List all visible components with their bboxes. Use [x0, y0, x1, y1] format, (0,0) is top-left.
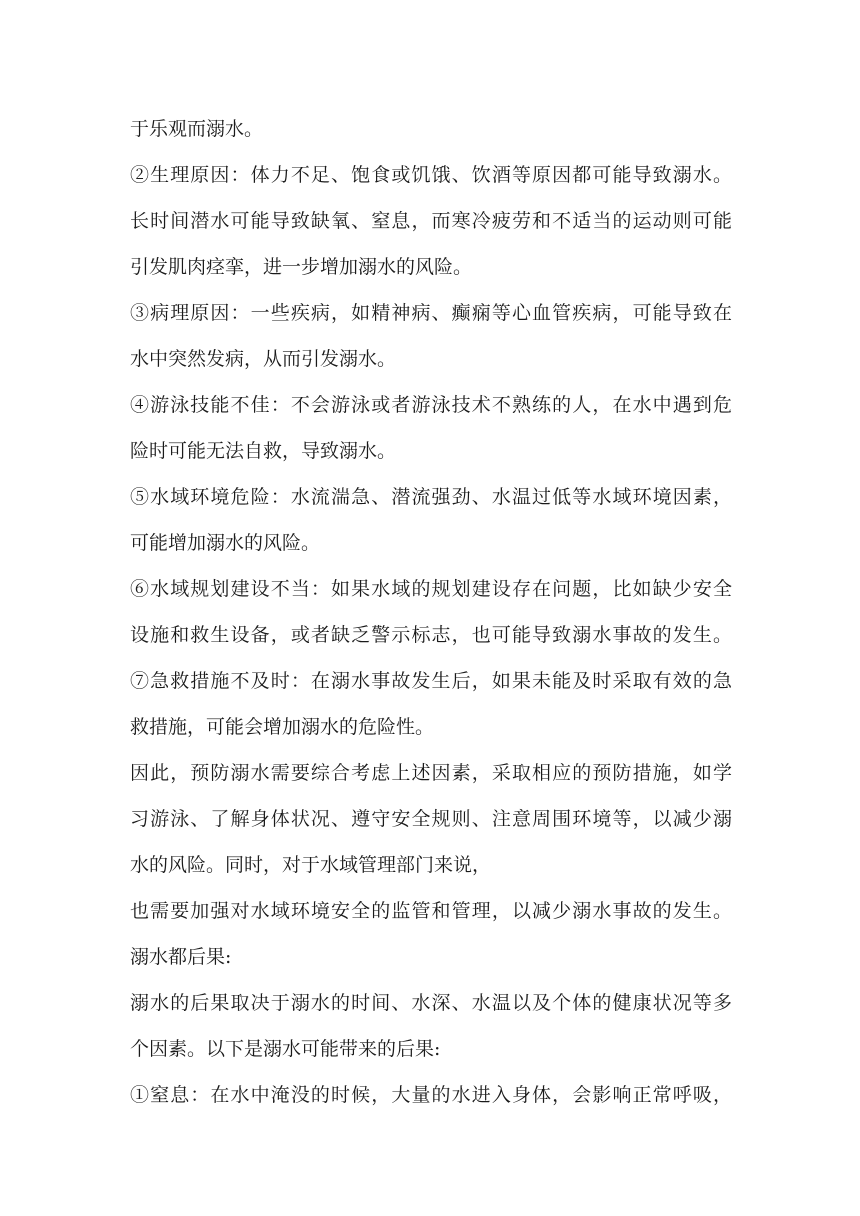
text-line: 长时间潜水可能导致缺氧、窒息，而寒冷疲劳和不适当的运动则可能 — [130, 210, 732, 232]
text-line: ⑤水域环境危险：水流湍急、潜流强劲、水温过低等水域环境因素， — [130, 486, 732, 508]
text-line: ④游泳技能不佳：不会游泳或者游泳技术不熟练的人，在水中遇到危 — [130, 394, 732, 416]
text-line: 引发肌肉痉挛，进一步增加溺水的风险。 — [130, 256, 473, 278]
text-line: ②生理原因：体力不足、饱食或饥饿、饮酒等原因都可能导致溺水。 — [130, 164, 732, 186]
text-line: 水中突然发病，从而引发溺水。 — [130, 348, 397, 370]
text-line: ⑦急救措施不及时：在溺水事故发生后，如果未能及时采取有效的急 — [130, 670, 732, 692]
text-line: ③病理原因：一些疾病，如精神病、癫痫等心血管疾病，可能导致在 — [130, 302, 732, 324]
text-line: 个因素。以下是溺水可能带来的后果: — [130, 1038, 441, 1060]
text-line: 溺水的后果取决于溺水的时间、水深、水温以及个体的健康状况等多 — [130, 992, 732, 1014]
text-line: ⑥水域规划建设不当：如果水域的规划建设存在问题，比如缺少安全 — [130, 578, 732, 600]
text-line: 溺水都后果: — [130, 946, 232, 968]
text-line: 可能增加溺水的风险。 — [130, 532, 321, 554]
text-line: 救措施，可能会增加溺水的危险性。 — [130, 716, 435, 738]
text-line: 于乐观而溺水。 — [130, 118, 264, 140]
text-line: 险时可能无法自救，导致溺水。 — [130, 440, 397, 462]
text-line: 习游泳、了解身体状况、遵守安全规则、注意周围环境等，以减少溺 — [130, 808, 732, 830]
text-line: 设施和救生设备，或者缺乏警示标志，也可能导致溺水事故的发生。 — [130, 624, 732, 646]
text-line: 因此，预防溺水需要综合考虑上述因素，采取相应的预防措施，如学 — [130, 762, 732, 784]
document-body — [130, 106, 732, 1118]
text-line: 水的风险。同时，对于水域管理部门来说， — [130, 854, 492, 876]
text-line: 也需要加强对水域环境安全的监管和管理，以减少溺水事故的发生。 — [130, 900, 732, 922]
text-line: ①窒息：在水中淹没的时候，大量的水进入身体，会影响正常呼吸， — [130, 1084, 732, 1106]
